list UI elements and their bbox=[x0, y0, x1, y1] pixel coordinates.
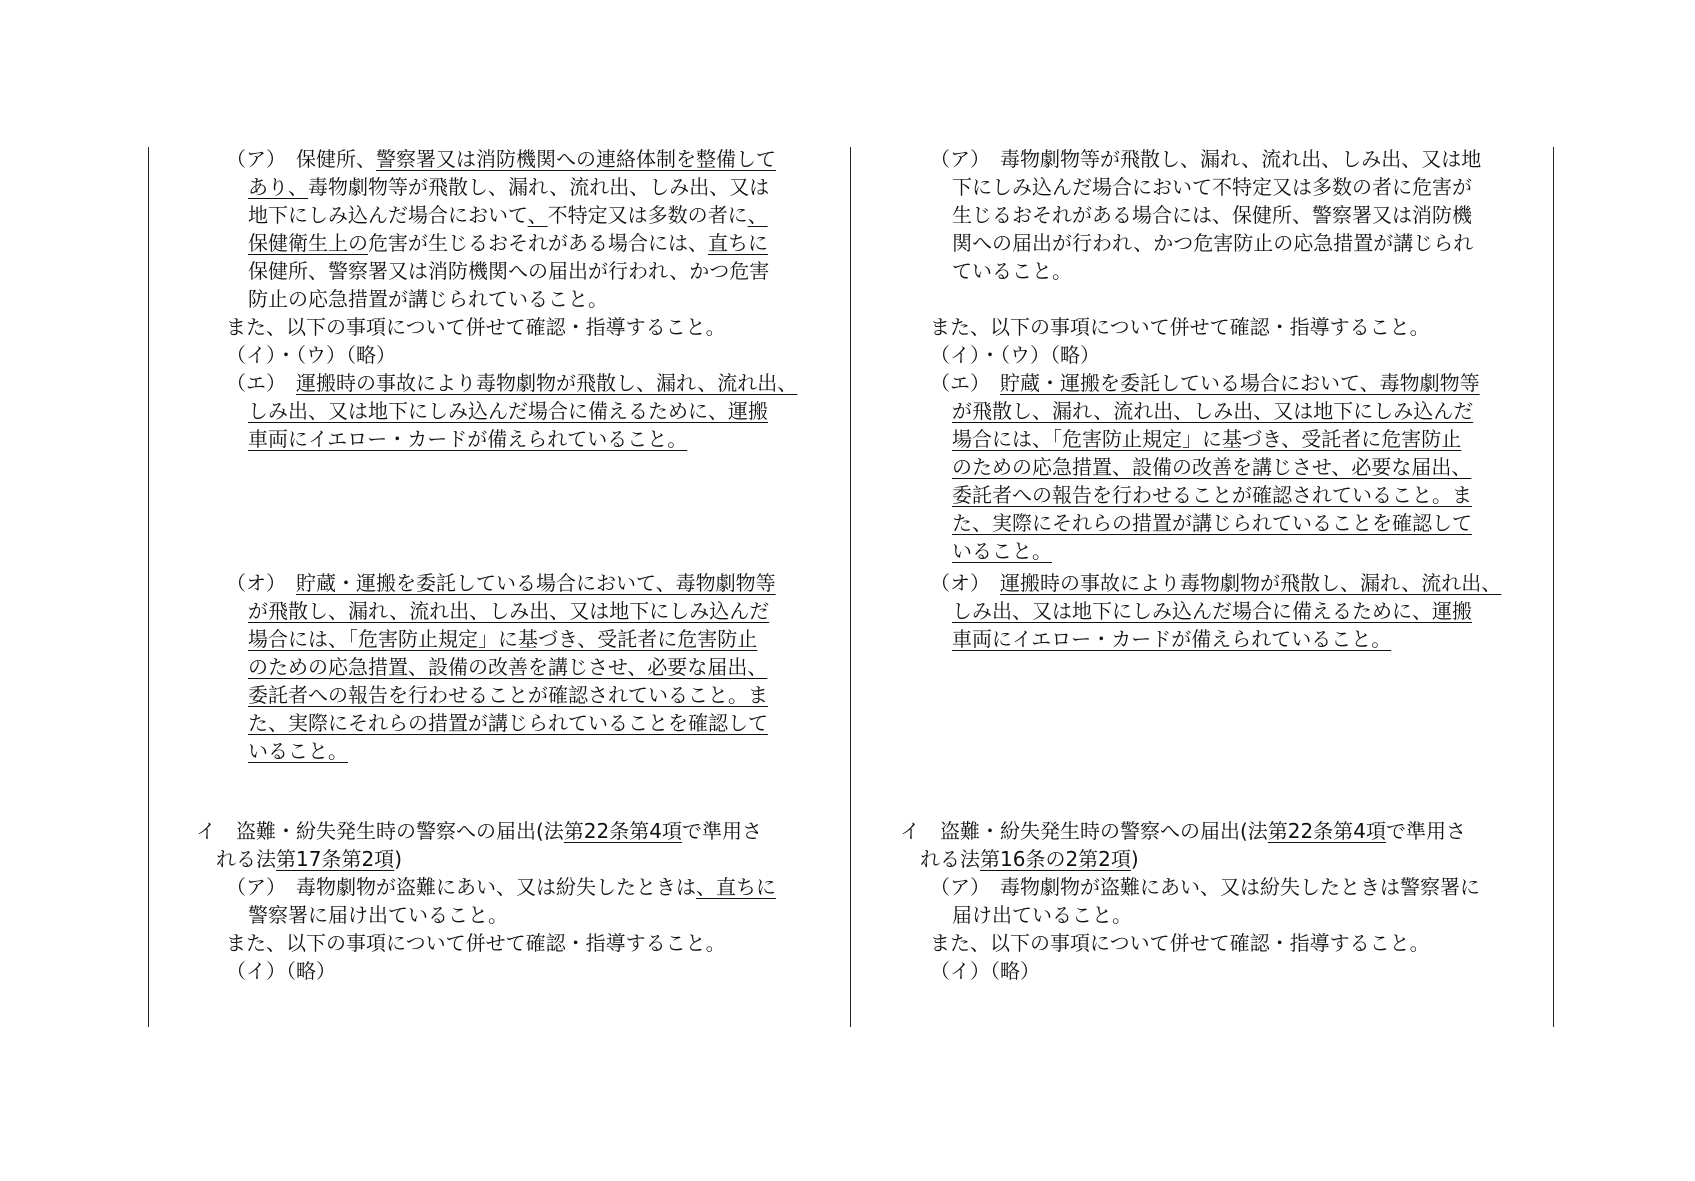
new-i-heading-line bbox=[920, 845, 1139, 873]
amended-text-segment: 車両にイエロー・カードが備えられていること。 bbox=[248, 427, 688, 451]
amended-text-segment: 貯蔵・運搬を委託している場合において、毒物劇物等 bbox=[1000, 371, 1480, 395]
amended-text-segment: た、実際にそれらの措置が講じられていることを確認して bbox=[248, 711, 768, 735]
old-e-line bbox=[226, 369, 797, 397]
amended-text-segment: しみ出、又は地下にしみ込んだ場合に備えるために、運搬 bbox=[952, 599, 1472, 623]
amended-text-segment: 運搬時の事故により毒物劇物が飛散し、漏れ、流れ出、 bbox=[296, 371, 798, 395]
old-e-line bbox=[248, 425, 687, 453]
old-o-line bbox=[226, 569, 776, 597]
old-i-a-line bbox=[248, 901, 508, 929]
text-segment: 関への届出が行われ、かつ危害防止の応急措置が講じられ bbox=[952, 231, 1474, 255]
old-i-a-line bbox=[226, 873, 776, 901]
amended-text-segment: 保健衛生上の bbox=[248, 231, 368, 255]
old-i-also-note: また、以下の事項について併せて確認・指導すること。 bbox=[226, 931, 726, 955]
text-segment: れる法 bbox=[920, 847, 980, 871]
amended-text-segment: 場合には、「危害防止規定」に基づき、受託者に危害防止 bbox=[952, 427, 1462, 451]
new-e-line bbox=[952, 509, 1472, 537]
text-segment: （ア） 毒物劇物が盗難にあい、又は紛失したときは警察署に bbox=[930, 875, 1480, 899]
text-segment: ) bbox=[1130, 847, 1139, 871]
amended-text-segment: いること。 bbox=[248, 739, 348, 763]
text-segment: 毒物劇物等が飛散し、漏れ、流れ出、しみ出、又は bbox=[308, 175, 770, 199]
new-e-line bbox=[952, 481, 1472, 509]
amended-text-segment: が飛散し、漏れ、流れ出、しみ出、又は地下にしみ込んだ bbox=[248, 599, 770, 623]
old-a-line bbox=[226, 145, 776, 173]
amended-text-segment: 、直ちに bbox=[696, 875, 776, 899]
text-segment: （ア） 毒物劇物が盗難にあい、又は紛失したときは bbox=[226, 875, 696, 899]
amended-text-segment: 第16条の2第2項 bbox=[980, 847, 1131, 871]
new-i-a-line bbox=[952, 901, 1132, 929]
amended-text-segment: 場合には、「危害防止規定」に基づき、受託者に危害防止 bbox=[248, 627, 758, 651]
old-i-i-omitted: （イ）（略） bbox=[226, 959, 336, 983]
new-o-line bbox=[952, 597, 1472, 625]
text-segment: （ア） 保健所、 bbox=[226, 147, 376, 171]
new-a-line bbox=[952, 173, 1472, 201]
amended-text-segment: 運搬時の事故により毒物劇物が飛散し、漏れ、流れ出、 bbox=[1000, 571, 1502, 595]
amended-text-segment: が飛散し、漏れ、流れ出、しみ出、又は地下にしみ込んだ bbox=[952, 399, 1474, 423]
text-segment: れる法 bbox=[216, 847, 276, 871]
text-segment: 不特定又は多数の者に bbox=[547, 203, 748, 227]
new-o-line bbox=[952, 625, 1391, 653]
old-i-heading-line bbox=[196, 817, 762, 845]
text-segment: ていること。 bbox=[952, 259, 1072, 283]
text-segment: （オ） bbox=[226, 571, 296, 595]
new-e-line bbox=[952, 537, 1052, 565]
new-e-line bbox=[952, 453, 1471, 481]
new-a-line bbox=[952, 257, 1072, 285]
text-segment: 警察署に届け出ていること。 bbox=[248, 903, 508, 927]
new-a-line bbox=[952, 201, 1472, 229]
amended-text-segment: 委託者への報告を行わせることが確認されていること。ま bbox=[248, 683, 768, 707]
amended-text-segment: 直ちに bbox=[708, 231, 768, 255]
amended-text-segment: 第22条第4項 bbox=[1267, 819, 1386, 843]
text-segment: （エ） bbox=[226, 371, 296, 395]
old-a-line bbox=[248, 229, 768, 257]
new-e-line bbox=[952, 425, 1461, 453]
amended-text-segment: 車両にイエロー・カードが備えられていること。 bbox=[952, 627, 1392, 651]
new-o-line bbox=[930, 569, 1501, 597]
old-o-line bbox=[248, 737, 348, 765]
amended-text-segment: 第22条第4項 bbox=[563, 819, 682, 843]
text-segment: 保健所、警察署又は消防機関への届出が行われ、かつ危害 bbox=[248, 259, 770, 283]
amended-text-segment: 第17条第2項 bbox=[276, 847, 395, 871]
text-segment: 地下にしみ込んだ場合において bbox=[248, 203, 528, 227]
amended-text-segment: た、実際にそれらの措置が講じられていることを確認して bbox=[952, 511, 1472, 535]
old-e-line bbox=[248, 397, 768, 425]
new-e-line bbox=[930, 369, 1480, 397]
amended-text-segment: 、 bbox=[747, 203, 768, 227]
old-o-line bbox=[248, 653, 767, 681]
new-i-i-omitted: （イ）（略） bbox=[930, 959, 1040, 983]
new-i-a-line bbox=[930, 873, 1480, 901]
left-border bbox=[148, 147, 149, 1027]
amended-text-segment: 貯蔵・運搬を委託している場合において、毒物劇物等 bbox=[296, 571, 776, 595]
text-segment: （ア） 毒物劇物等が飛散し、漏れ、流れ出、しみ出、又は地 bbox=[930, 147, 1482, 171]
new-e-line bbox=[952, 397, 1473, 425]
old-also-note: また、以下の事項について併せて確認・指導すること。 bbox=[226, 315, 726, 339]
old-o-line bbox=[248, 597, 769, 625]
right-border bbox=[1553, 147, 1554, 1027]
text-segment: 危害が生じるおそれがある場合には、 bbox=[368, 231, 708, 255]
text-segment: イ 盗難・紛失発生時の警察への届出(法 bbox=[196, 819, 564, 843]
old-o-line bbox=[248, 709, 768, 737]
old-i-heading-line bbox=[216, 845, 402, 873]
amended-text-segment: 警察署又は消防機関への連絡体制を整備して bbox=[376, 147, 776, 171]
text-segment: イ 盗難・紛失発生時の警察への届出(法 bbox=[900, 819, 1268, 843]
old-o-line bbox=[248, 625, 757, 653]
text-segment: 下にしみ込んだ場合において不特定又は多数の者に危害が bbox=[952, 175, 1472, 199]
amended-text-segment: あり、 bbox=[248, 175, 308, 199]
text-segment: で準用さ bbox=[682, 819, 762, 843]
text-segment: ) bbox=[394, 847, 402, 871]
new-iu-omitted: （イ）・（ウ）（略） bbox=[930, 343, 1100, 367]
old-o-line bbox=[248, 681, 768, 709]
new-i-heading-line bbox=[900, 817, 1466, 845]
old-a-line bbox=[248, 257, 769, 285]
amended-text-segment: のための応急措置、設備の改善を講じさせ、必要な届出、 bbox=[952, 455, 1472, 479]
old-a-line bbox=[248, 201, 768, 229]
amended-text-segment: 委託者への報告を行わせることが確認されていること。ま bbox=[952, 483, 1472, 507]
new-a-line bbox=[930, 145, 1481, 173]
amended-text-segment: 、 bbox=[527, 203, 548, 227]
text-segment: （エ） bbox=[930, 371, 1000, 395]
text-segment: （オ） bbox=[930, 571, 1000, 595]
text-segment: 届け出ていること。 bbox=[952, 903, 1132, 927]
amended-text-segment: のための応急措置、設備の改善を講じさせ、必要な届出、 bbox=[248, 655, 768, 679]
text-segment: で準用さ bbox=[1386, 819, 1466, 843]
old-iu-omitted: （イ）・（ウ）（略） bbox=[226, 343, 396, 367]
new-i-also-note: また、以下の事項について併せて確認・指導すること。 bbox=[930, 931, 1430, 955]
center-divider bbox=[850, 147, 851, 1027]
text-segment: 生じるおそれがある場合には、保健所、警察署又は消防機 bbox=[952, 203, 1472, 227]
new-a-line bbox=[952, 229, 1473, 257]
text-segment: 防止の応急措置が講じられていること。 bbox=[248, 287, 608, 311]
old-a-line bbox=[248, 285, 608, 313]
new-also-note: また、以下の事項について併せて確認・指導すること。 bbox=[930, 315, 1430, 339]
amended-text-segment: しみ出、又は地下にしみ込んだ場合に備えるために、運搬 bbox=[248, 399, 768, 423]
old-a-line bbox=[248, 173, 769, 201]
amended-text-segment: いること。 bbox=[952, 539, 1052, 563]
